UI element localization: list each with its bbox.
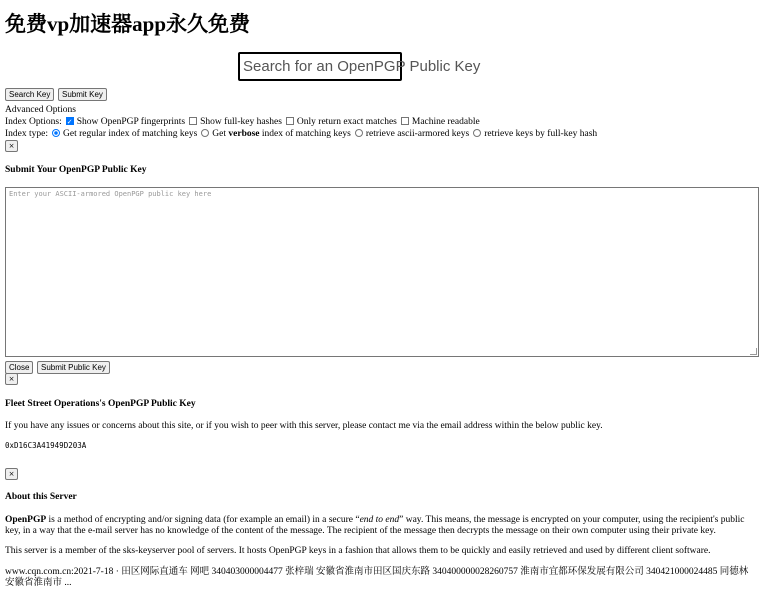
full-key-hashes-label: Show full-key hashes	[200, 117, 282, 127]
textarea-placeholder: Enter your ASCII-armored OpenPGP public key here	[9, 190, 212, 198]
machine-readable-checkbox[interactable]	[401, 117, 409, 125]
search-input[interactable]: Search for an OpenPGP Public Key	[238, 52, 402, 81]
machine-readable-label: Machine readable	[411, 117, 480, 127]
index-type-row	[5, 128, 597, 140]
about-heading: About this Server	[5, 492, 77, 502]
about-paragraph-openpgp: OpenPGP is a method of encrypting and/or signing data (for example an email) in a secure “end to end” way. This means, the message is encrypted on your computer, using the recipient's public key, in a way that the e-mail server has no knowledge of the content of the message. The recipient of the message then decrypts the message on their own computer using their private key.	[5, 515, 745, 536]
regular-index-radio[interactable]	[52, 129, 60, 137]
page-title: 免费vp加速器app永久免费	[5, 12, 251, 36]
verbose-index-label: Get verbose index of matching keys	[212, 129, 351, 139]
resize-handle-icon[interactable]	[750, 348, 757, 355]
close-operator-button[interactable]	[5, 468, 18, 480]
full-key-hash-radio[interactable]	[473, 129, 481, 137]
operator-key-id[interactable]: 0xD16C3A41949D203A	[5, 441, 87, 450]
submit-key-button[interactable]: Submit Key	[58, 88, 107, 101]
advanced-options-heading: Advanced Options	[5, 105, 76, 115]
regular-index-label: Get regular index of matching keys	[63, 129, 198, 139]
index-type-label: Index type:	[5, 129, 49, 139]
fingerprints-checkbox[interactable]	[66, 117, 74, 125]
operator-key-heading: Fleet Street Operations's OpenPGP Public Key	[5, 399, 196, 409]
submit-key-heading: Submit Your OpenPGP Public Key	[5, 165, 147, 175]
index-options-row	[5, 116, 480, 128]
close-advanced-button[interactable]	[5, 140, 18, 152]
close-icon: ×	[8, 470, 15, 478]
full-key-hash-label: retrieve keys by full-key hash	[484, 129, 598, 139]
operator-text: If you have any issues or concerns about this site, or if you wish to peer with this server, please contact me via the email address within the below public key.	[5, 421, 603, 431]
close-button[interactable]: Close	[5, 361, 33, 374]
fingerprints-label: Show OpenPGP fingerprints	[76, 117, 186, 127]
search-key-button[interactable]: Search Key	[5, 88, 54, 101]
public-key-textarea[interactable]	[5, 187, 759, 357]
full-key-hashes-checkbox[interactable]	[189, 117, 197, 125]
close-submit-button[interactable]	[5, 373, 18, 385]
close-icon: ×	[8, 375, 15, 383]
verbose-index-radio[interactable]	[201, 129, 209, 137]
close-icon: ×	[8, 142, 15, 150]
index-options-label: Index Options:	[5, 117, 62, 127]
footer-text: www.cqn.com.cn:2021-7-18 · 田区网际直通车 网吧 340403000004477 张梓瑞 安徽省淮南市田区国庆东路 340400000028260757 淮南市宜都环保发展有限公司 340421000024485 同德林安徽省淮南市 ...	[5, 567, 749, 588]
about-paragraph-pool: This server is a member of the sks-keyserver pool of servers. It hosts OpenPGP keys in a fashion that allows them to be quickly and easily retrieved and used by different client software.	[5, 546, 711, 556]
ascii-armored-label: retrieve ascii-armored keys	[365, 129, 470, 139]
exact-matches-checkbox[interactable]	[286, 117, 294, 125]
exact-matches-label: Only return exact matches	[296, 117, 397, 127]
ascii-armored-radio[interactable]	[355, 129, 363, 137]
submit-public-key-button[interactable]: Submit Public Key	[37, 361, 110, 374]
